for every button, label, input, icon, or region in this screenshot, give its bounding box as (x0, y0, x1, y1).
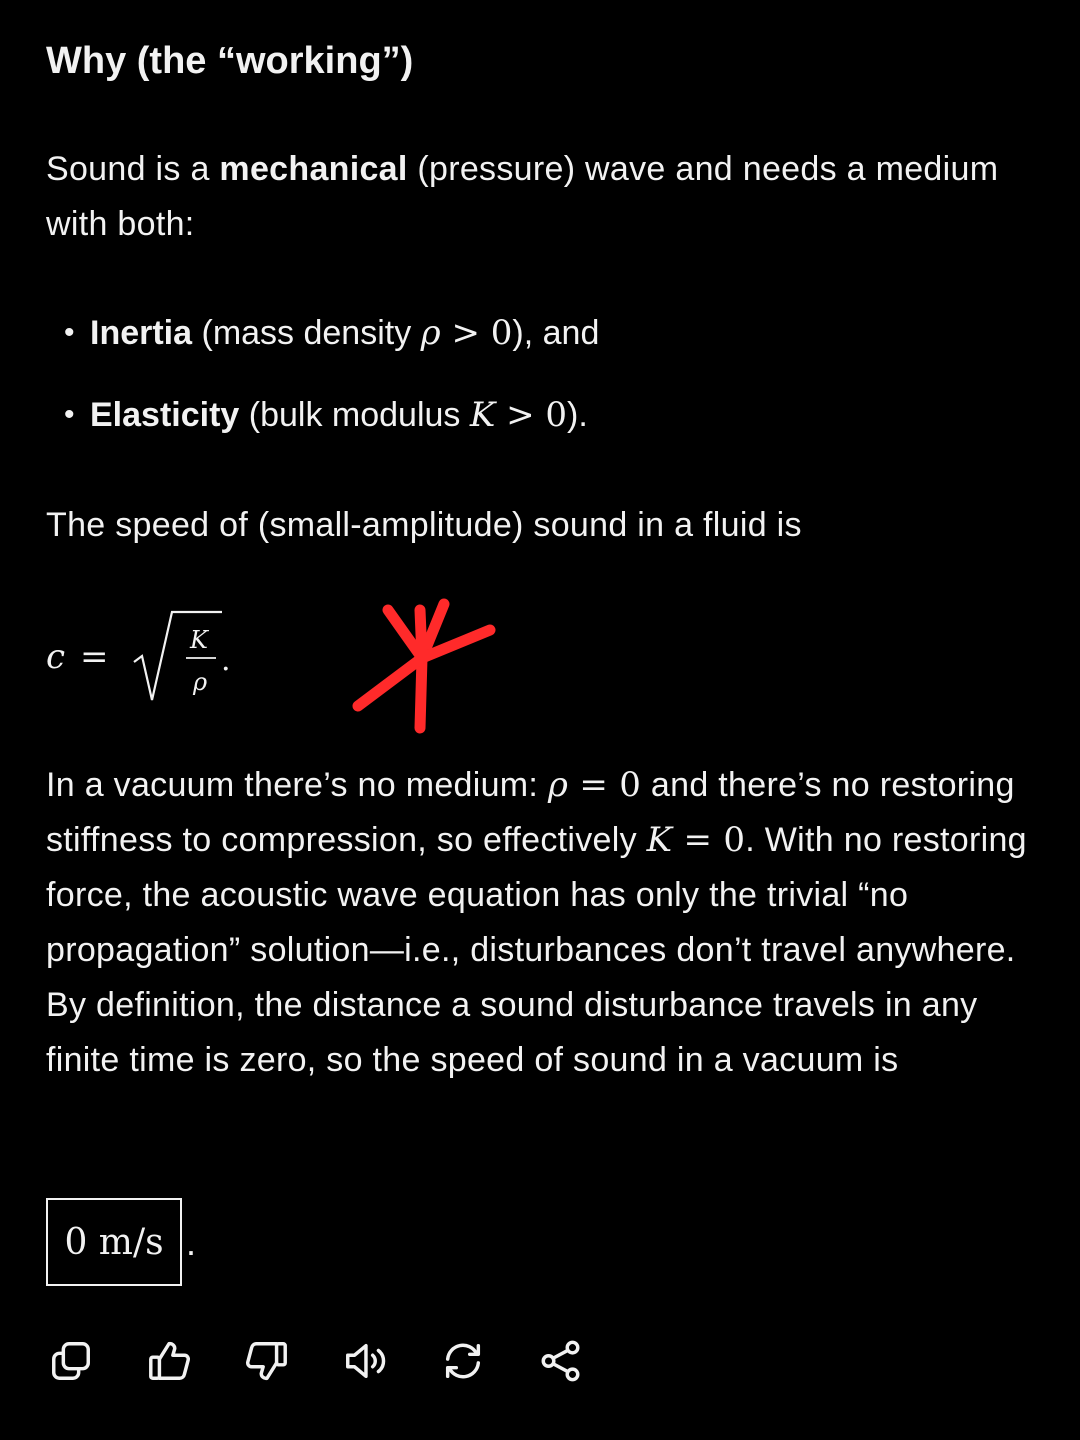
requirements-list (64, 305, 599, 469)
bullet-term: Elasticity (90, 396, 240, 434)
bullet-text: (mass density (192, 314, 421, 352)
list-item (64, 305, 599, 387)
math-relation: = 0 (568, 765, 642, 805)
formula-equals: = (80, 637, 109, 677)
bullet-text: (bulk modulus (239, 396, 470, 434)
math-relation: > 0 (440, 313, 513, 353)
boxed-answer: 0 m/s (46, 1198, 182, 1286)
thumbs-down-icon (244, 1338, 290, 1384)
math-variable: ρ (547, 765, 569, 805)
copy-button[interactable] (46, 1336, 96, 1386)
read-aloud-button[interactable] (340, 1336, 390, 1386)
copy-icon (48, 1338, 94, 1384)
math-variable: ρ (420, 313, 441, 353)
formula-denominator: ρ (193, 668, 208, 696)
math-relation: = 0 (672, 820, 746, 860)
math-variable: K (646, 820, 673, 860)
speaker-icon (342, 1338, 388, 1384)
vacuum-s1-before: In a vacuum there’s no medium: (46, 766, 548, 804)
intro-paragraph (46, 142, 1006, 252)
bullet-dot: • (64, 398, 75, 431)
regenerate-button[interactable] (438, 1336, 488, 1386)
formula-period: . (221, 643, 231, 678)
list-item (64, 387, 599, 469)
intro-after: (pressure) wave and needs a medium with both: (46, 150, 999, 243)
math-relation: > 0 (495, 395, 568, 435)
bullet-tail: ). (567, 396, 588, 434)
share-button[interactable] (536, 1336, 586, 1386)
answer-period: . (186, 1222, 197, 1263)
formula-numerator: K (190, 626, 208, 654)
speed-formula (46, 598, 246, 708)
thumbs-down-button[interactable] (242, 1336, 292, 1386)
formula-lhs: c (46, 637, 66, 677)
bullet-term: Inertia (90, 314, 193, 352)
math-variable: K (469, 395, 496, 435)
intro-bold: mechanical (219, 150, 408, 188)
share-icon (538, 1338, 584, 1384)
sqrt-sign (134, 612, 222, 700)
section-heading: Why (the “working”) (46, 40, 414, 82)
speed-sentence: The speed of (small-amplitude) sound in a fluid is (46, 506, 802, 544)
vacuum-s1-after: and there’s no restoring stiffness to compression, so effectively (46, 766, 1015, 859)
vacuum-paragraph (46, 758, 1046, 1088)
intro-before: Sound is a (46, 150, 220, 188)
red-asterisk-annotation (352, 598, 496, 738)
regenerate-icon (440, 1338, 486, 1384)
thumbs-up-button[interactable] (144, 1336, 194, 1386)
vacuum-s2-after: . With no restoring force, the acoustic wave equation has only the trivial “no propagation” solution—i.e., disturbances don’t travel anywhere. By definition, the distance a sound disturbance travels in any finite time is zero, so the speed of sound in a vacuum is (46, 821, 1027, 1079)
bullet-dot: • (64, 316, 75, 349)
bullet-tail: ), and (512, 314, 600, 352)
thumbs-up-icon (146, 1338, 192, 1384)
message-actions (46, 1336, 586, 1386)
